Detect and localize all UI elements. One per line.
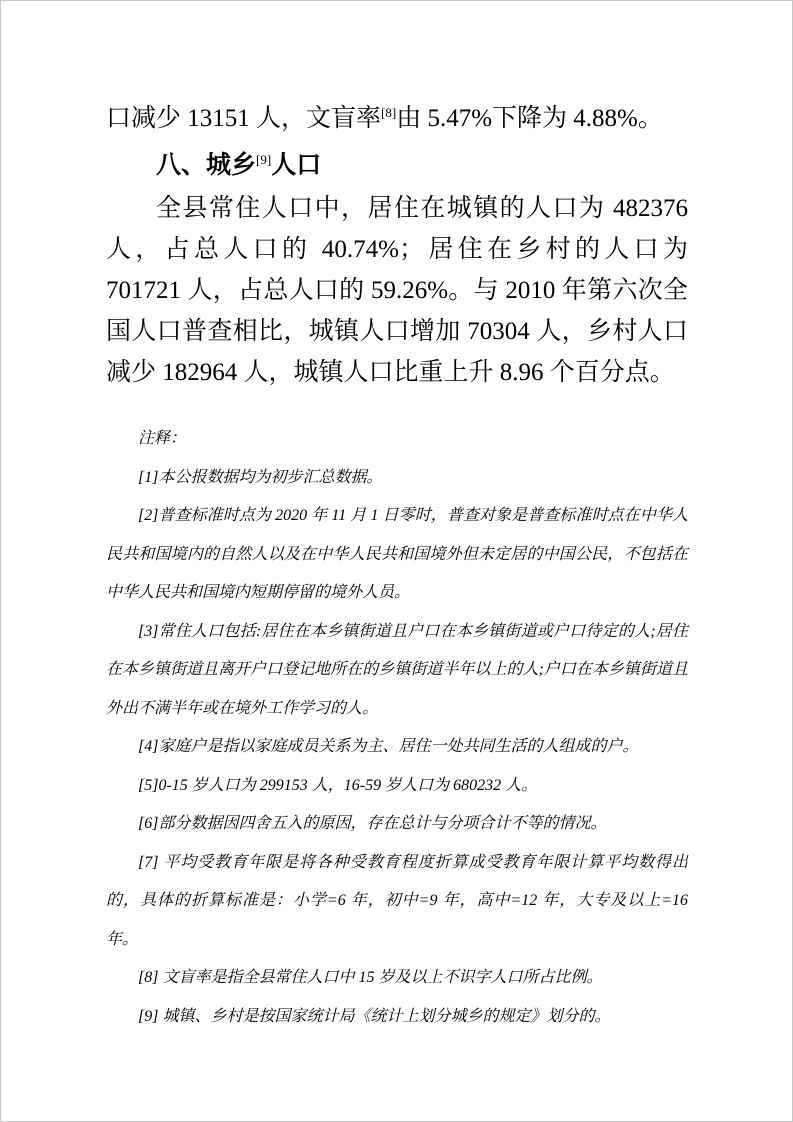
- note-item-3: [106, 613, 688, 729]
- note-item-6: [106, 805, 688, 844]
- continuation-text-pre: 口减少 13151 人，文盲率: [106, 105, 382, 132]
- section-heading-pre: 八、城乡: [156, 151, 257, 179]
- note-text-4: 家庭户是指以家庭成员关系为主、居住一处共同生活的人组成的户。: [158, 738, 639, 755]
- note-label-7: [7]: [138, 853, 159, 871]
- note-text-6: 部分数据因四舍五入的原因，存在总计与分项合计不等的情况。: [158, 815, 607, 832]
- document-content: [1, 1, 792, 1036]
- note-label-3: [3]: [138, 622, 159, 640]
- note-text-1: 本公报数据均为初步汇总数据。: [158, 468, 383, 486]
- continuation-text-post: 由 5.47%下降为 4.88%。: [396, 105, 663, 132]
- section-heading-post: 人口: [271, 151, 322, 179]
- note-item-4: [106, 728, 688, 767]
- note-label-9: [9]: [138, 1007, 159, 1025]
- note-label-1: [1]: [138, 468, 159, 486]
- note-item-2: [106, 497, 688, 613]
- note-label-8: [8]: [138, 969, 159, 986]
- note-label-5: [5]: [138, 776, 159, 794]
- note-item-1: [106, 459, 688, 498]
- body-paragraph: 全县常住人口中，居住在城镇的人口为 482376 人，占总人口的 40.74%；居住在乡村的人口为 701721 人，占总人口的 59.26%。与 2010 年第六次全国人口普查相比，城镇人口增加 70304 人，乡村人口减少 182964 人，城镇人口比重上升 8.96 个百分点。: [106, 195, 688, 386]
- notes-title: 注释：: [138, 430, 187, 447]
- footnote-ref-8: [8]: [381, 105, 397, 120]
- note-label-6: [6]: [138, 815, 159, 832]
- footnote-ref-9: [9]: [256, 152, 272, 167]
- note-text-7: 平均受教育年限是将各种受教育程度折算成受教育年限计算平均数得出的，具体的折算标准是：小学=6 年，初中=9 年，高中=12 年，大专及以上=16 年。: [106, 853, 688, 948]
- note-text-9: 城镇、乡村是按国家统计局《统计上划分城乡的规定》划分的。: [158, 1007, 611, 1025]
- note-text-3: 常住人口包括:居住在本乡镇街道且户口在本乡镇街道或户口待定的人;居住在本乡镇街道且离开户口登记地所在的乡镇街道半年以上的人;户口在本乡镇街道且外出不满半年或在境外工作学习的人。: [106, 622, 688, 717]
- note-text-8: 文盲率是指全县常住人口中 15 岁及以上不识字人口所占比例。: [158, 969, 603, 986]
- note-item-8: [106, 959, 688, 998]
- notes-section: [106, 420, 688, 1036]
- paragraph-continuation: [106, 98, 688, 139]
- note-label-4: [4]: [138, 738, 159, 755]
- note-text-2: 普查标准时点为 2020 年 11 月 1 日零时，普查对象是普查标准时点在中华人民共和国境内的自然人以及在中华人民共和国境外但未定居的中国公民，不包括在中华人民共和国境内短期停留的境外人员。: [106, 507, 688, 601]
- note-item-7: [106, 844, 688, 960]
- note-label-2: [2]: [138, 507, 159, 524]
- note-item-9: [106, 998, 688, 1037]
- section-heading: [106, 145, 688, 186]
- note-item-5: [106, 767, 688, 806]
- note-text-5: 0-15 岁人口为 299153 人，16-59 岁人口为 680232 人。: [158, 776, 538, 794]
